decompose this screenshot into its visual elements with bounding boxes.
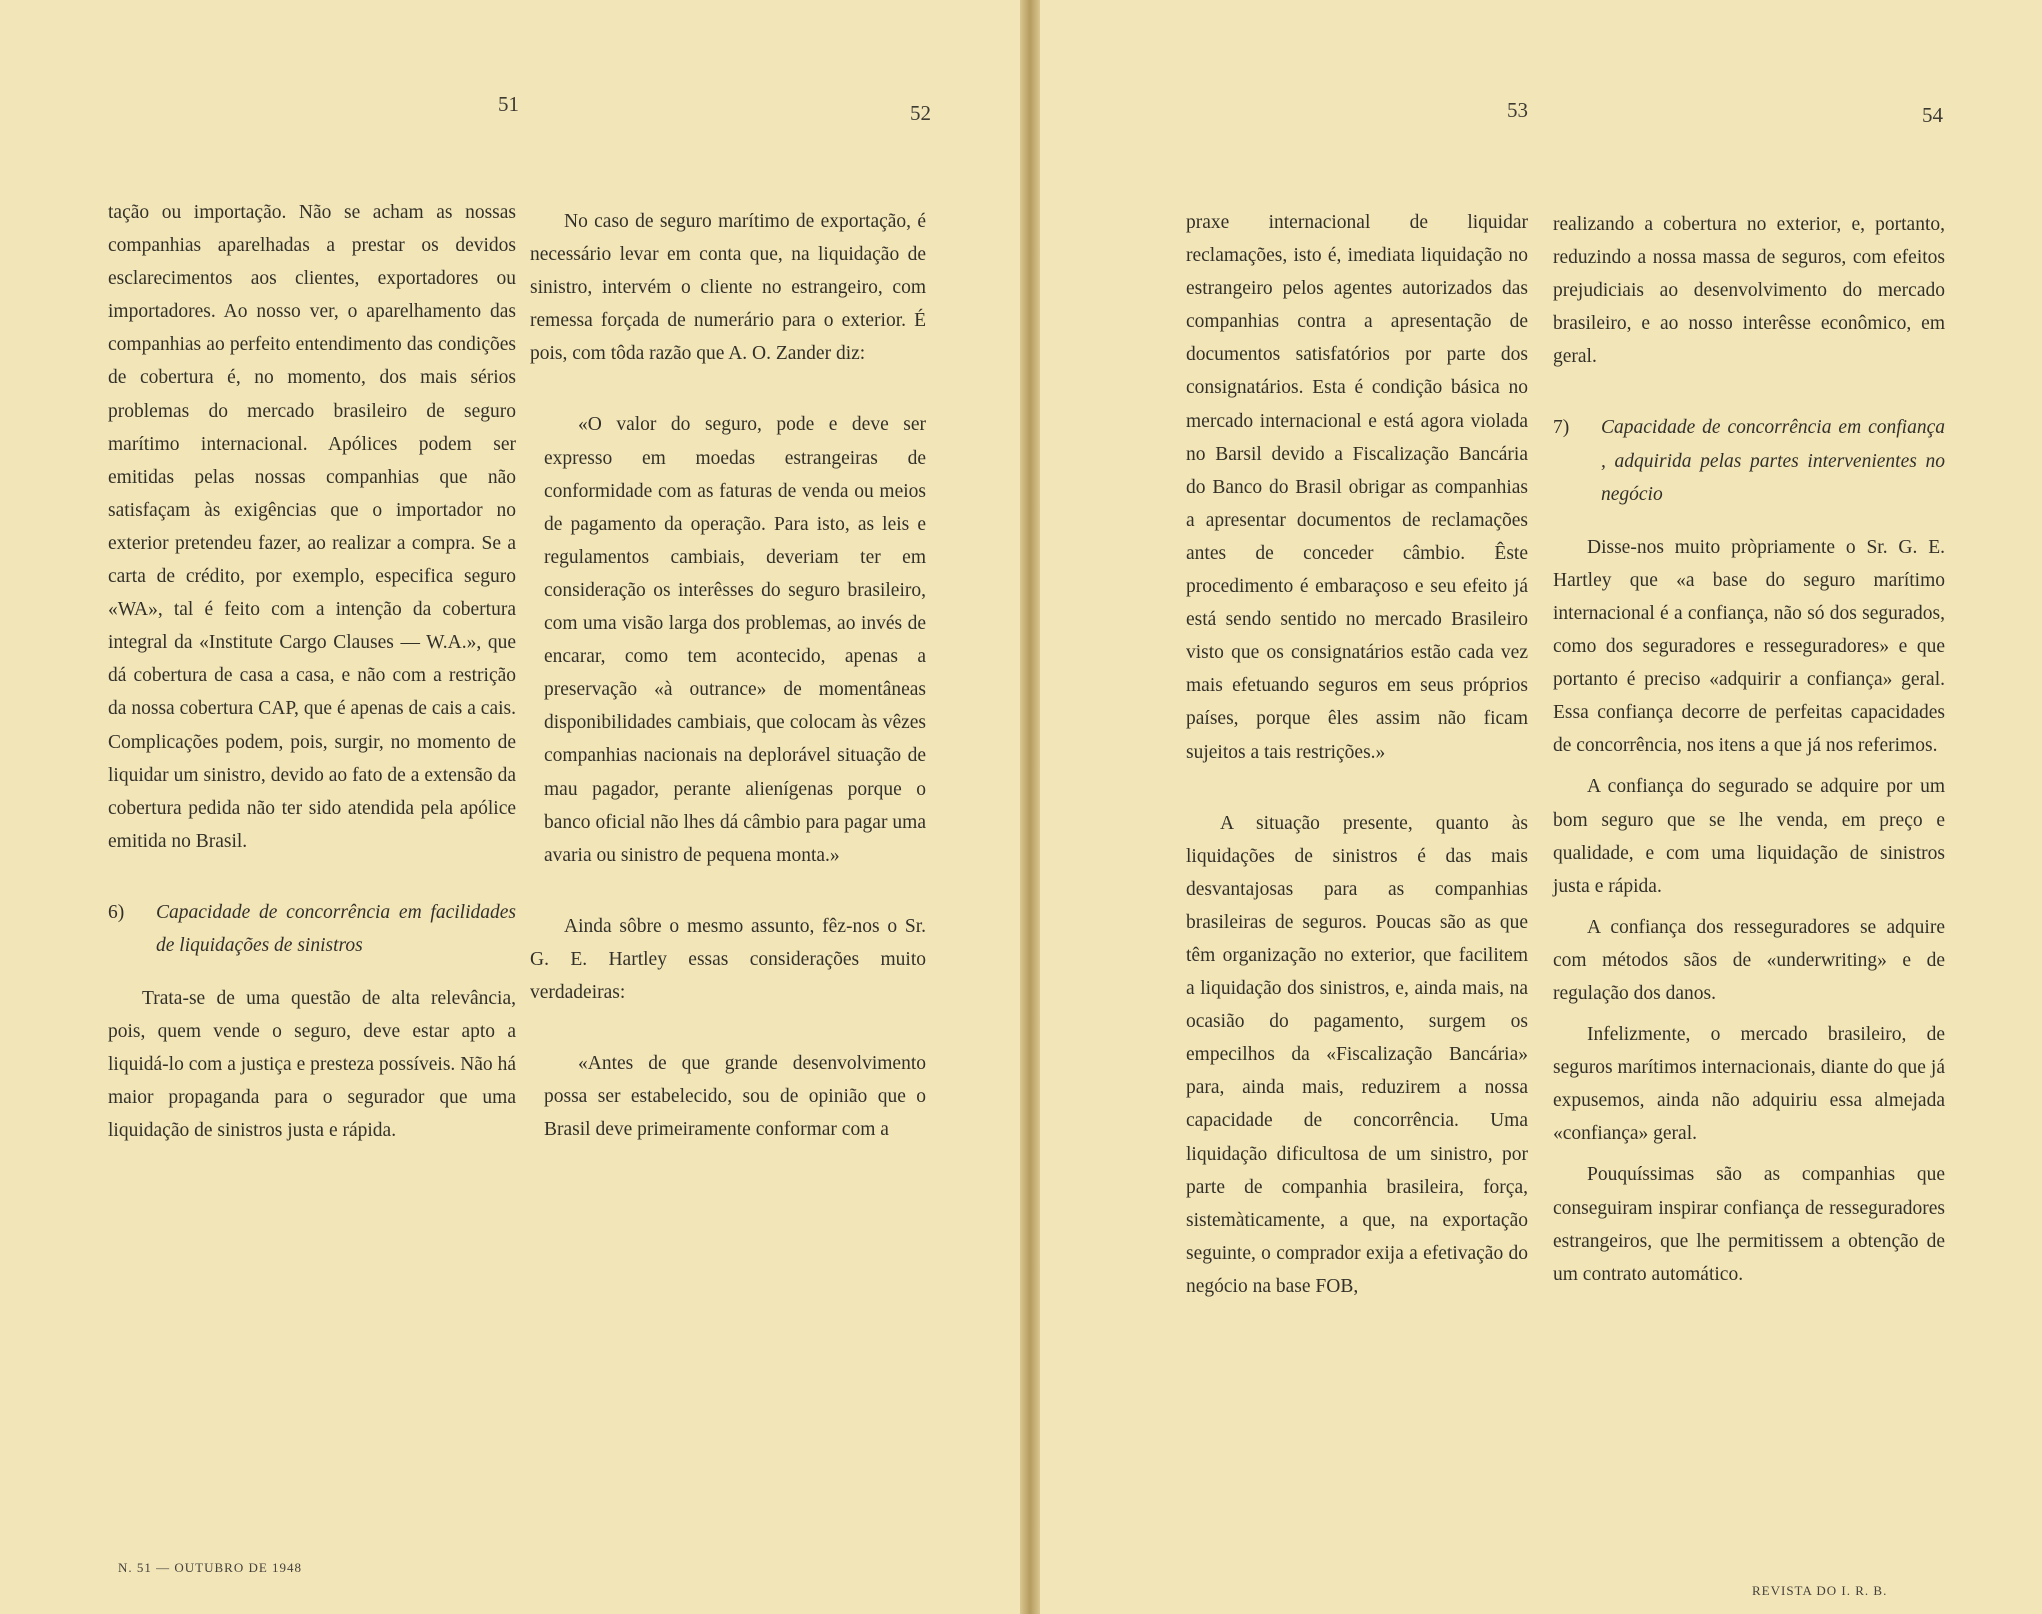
quotation: «Antes de que grande desenvolvimento possa ser estabelecido, sou de opinião que o Brasil deve primeiramente conformar com a [544, 1053, 926, 1141]
section-title: Capacidade de concorrência em facilidades de liquidações de sinistros [156, 901, 516, 956]
quotation: praxe internacional de liquidar reclamações, isto é, imediata liquidação no estrangeiro pelos agentes autorizados das companhias contra a apresentação de documentos satisfatórios por parte dos consignatários. Esta é condição básica no mercado internacional e está agora violada no Barsil devido a Fiscalização Bancária do Banco do Brasil obrigar as companhias a apresentar documentos de reclamações antes de conceder câmbio. Êste procedimento é embaraçoso e seu efeito já está sendo sentido no mercado Brasileiro visto que os consignatários estão cada vez mais efetuando seguros em seus próprios países, porque êles assim não ficam sujeitos a tais restrições.» [1186, 212, 1528, 763]
section-heading-6 [108, 896, 516, 962]
body-paragraph: Trata-se de uma questão de alta relevância, pois, quem vende o seguro, deve estar apto a liquidá-lo com a justiça e presteza possíveis. Não há maior propaganda para o segurador que uma liquidação de sinistros justa e rápida. [108, 988, 516, 1142]
body-paragraph: tação ou importação. Não se acham as nossas companhias aparelhadas a prestar os devidos esclarecimentos aos clientes, exportadores ou importadores. Ao nosso ver, o aparelhamento das companhias ao perfeito entendimento das condições de cobertura é, no momento, dos mais sérios problemas do mercado brasileiro de seguro marítimo internacional. Apólices podem ser emitidas pelas nossas companhias que não satisfaçam às exigências que o importador no exterior pretendeu fazer, ao realizar a compra. Se a carta de crédito, por exemplo, especifica seguro «WA», tal é feito com a intenção da cobertura integral da «Institute Cargo Clauses — W.A.», que dá cobertura de casa a casa, e não com a restrição da nossa cobertura CAP, que é apenas de cais a cais. Complicações podem, pois, surgir, no momento de liquidar um sinistro, devido ao fato de a extensão da cobertura pedida não ter sido atendida pela apólice emitida no Brasil. [108, 202, 516, 852]
body-paragraph: Ainda sôbre o mesmo assunto, fêz-nos o Sr. G. E. Hartley essas considerações muito verdadeiras: [530, 915, 926, 1003]
column-page-51 [108, 196, 516, 1148]
page-number-54: 54 [1922, 103, 1943, 127]
footer-issue: N. 51 — OUTUBRO DE 1948 [118, 1560, 303, 1575]
body-paragraph: Disse-nos muito pròpriamente o Sr. G. E. Hartley que «a base do seguro marítimo internacional é a confiança, não só dos segurados, como dos seguradores e resseguradores» e que portanto é preciso «adquirir a confiança» geral. Essa confiança decorre de perfeitas capacidades de concorrência, nos itens a que já nos referimos. [1553, 536, 1945, 757]
book-gutter [1020, 0, 1040, 1614]
body-paragraph: realizando a cobertura no exterior, e, portanto, reduzindo a nossa massa de seguros, com efeitos prejudiciais ao desenvolvimento do mercado brasileiro, e ao nosso interêsse econômico, em geral. [1553, 214, 1945, 368]
section-number: 7) [1553, 417, 1570, 439]
section-title: Capacidade de concorrência em confiança , adquirida pelas partes intervenientes no negócio [1601, 417, 1945, 505]
body-paragraph: A situação presente, quanto às liquidações de sinistros é das mais desvantajosas para as companhias brasileiras de seguros. Poucas são as que têm organização no exterior, que facilitem a liquidação dos sinistros, e, ainda mais, na ocasião do pagamento, surgem os empecilhos da «Fiscalização Bancária» para, ainda mais, reduzirem a nossa capacidade de concorrência. Uma liquidação dificultosa de um sinistro, por parte de companhia brasileira, força, sistemàticamente, a que, na exportação seguinte, o comprador exija a efetivação do negócio na base FOB, [1186, 812, 1528, 1297]
column-page-54 [1553, 208, 1945, 1291]
footer-journal: REVISTA DO I. R. B. [1752, 1583, 1888, 1598]
column-page-53 [1186, 206, 1528, 1303]
page-number-51: 51 [498, 92, 519, 116]
body-paragraph: A confiança dos resseguradores se adquire com métodos sãos de «underwriting» e de regulação dos danos. [1553, 916, 1945, 1004]
page-number-52: 52 [910, 101, 931, 125]
quotation: «O valor do seguro, pode e deve ser expresso em moedas estrangeiras de conformidade com as faturas de venda ou meios de pagamento da operação. Para isto, as leis e regulamentos cambiais, deveriam ter em consideração os interêsses do seguro brasileiro, com uma visão larga dos problemas, ao invés de encarar, como tem acontecido, apenas a preservação «à outrance» de momentâneas disponibilidades cambiais, que colocam às vêzes companhias nacionais na deplorável situação de mau pagador, perante alienígenas porque o banco oficial não lhes dá câmbio para pagar uma avaria ou sinistro de pequena monta.» [544, 414, 926, 866]
body-paragraph: No caso de seguro marítimo de exportação, é necessário levar em conta que, na liquidação de sinistro, intervém o cliente no estrangeiro, com remessa forçada de numerário para o exterior. É pois, com tôda razão que A. O. Zander diz: [530, 211, 926, 365]
body-paragraph: Infelizmente, o mercado brasileiro, de seguros marítimos internacionais, diante do que já expusemos, ainda não adquiriu essa almejada «confiança» geral. [1553, 1024, 1945, 1145]
body-paragraph: Pouquíssimas são as companhias que conseguiram inspirar confiança de resseguradores estrangeiros, que lhe permitissem a obtenção de um contrato automático. [1553, 1164, 1945, 1285]
column-page-52 [530, 205, 926, 1146]
section-heading-7 [1553, 411, 1945, 510]
section-number: 6) [108, 901, 125, 923]
page-number-53: 53 [1507, 98, 1528, 122]
body-paragraph: A confiança do segurado se adquire por um bom seguro que se lhe venda, em preço e qualidade, e com uma liquidação de sinistros justa e rápida. [1553, 776, 1945, 897]
